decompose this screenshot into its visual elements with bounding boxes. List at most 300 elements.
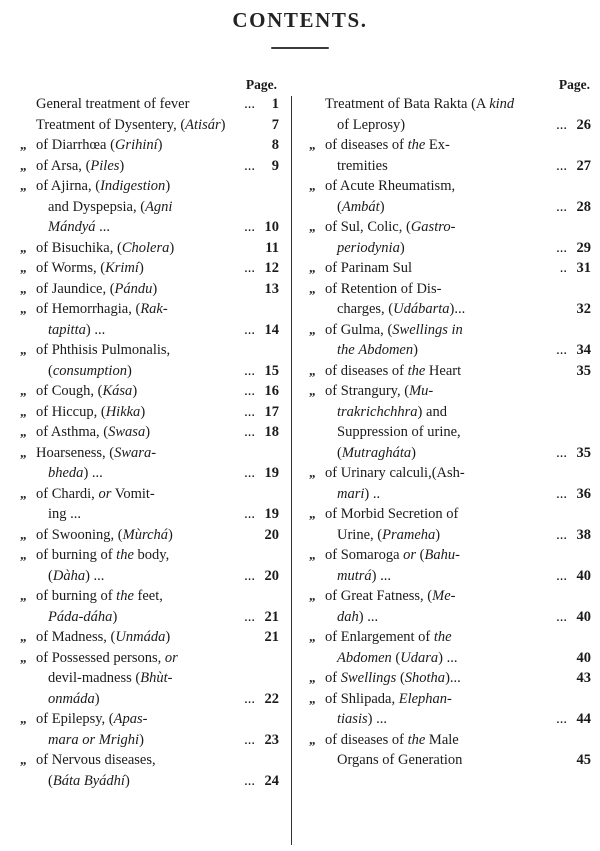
leader-dots: ... [244, 219, 255, 235]
leader-dots: ... [244, 465, 255, 481]
toc-entry-title [36, 340, 255, 361]
leader-dots: ... [556, 157, 567, 174]
toc-entry-title [36, 299, 255, 320]
toc-entry-row[interactable] [299, 484, 594, 505]
ditto-mark-blank [299, 443, 325, 464]
ditto-mark-blank [299, 340, 325, 361]
toc-entry-row[interactable] [10, 566, 287, 587]
leader-dots: ... [556, 342, 567, 358]
toc-entry-row[interactable] [10, 586, 287, 607]
toc-entry-title [36, 381, 255, 402]
toc-page-number: 26 [576, 116, 591, 133]
ditto-mark: „ [20, 711, 26, 726]
ditto-mark-blank [299, 197, 325, 218]
toc-entry-title [325, 504, 567, 525]
ditto-mark: „ [309, 280, 315, 296]
leader-dots: ... [556, 444, 567, 461]
entry-line-text: (Mutragháta) [337, 444, 416, 461]
entry-line-text: of Parinam Sul [325, 260, 413, 276]
toc-entry-row[interactable] [10, 443, 287, 464]
toc-page-number [567, 463, 594, 484]
ditto-mark: „ [20, 157, 26, 173]
toc-entry-row[interactable] [10, 709, 287, 730]
toc-entry-row[interactable] [10, 361, 287, 382]
toc-entry-row[interactable] [299, 566, 594, 587]
entry-line-text: of diseases of the Ex- [325, 137, 450, 153]
toc-page-number [255, 176, 287, 197]
entry-line-text: Treatment of Bata Rakta (A kind [325, 96, 515, 112]
toc-page-number: 27 [576, 157, 591, 174]
toc-page-number: 20 [264, 567, 279, 584]
entry-line-text: of Morbid Secretion of [325, 506, 459, 522]
toc-entry-title [325, 381, 567, 402]
toc-entry-row[interactable] [299, 94, 594, 115]
toc-entry-row[interactable] [299, 402, 594, 423]
leader-dots: ... [244, 506, 255, 522]
entry-line-text: of Worms, (Krimí) [36, 260, 144, 276]
toc-page-number: 21 [264, 608, 279, 625]
leader-dots: ... [556, 485, 567, 502]
toc-entry-row[interactable] [10, 279, 287, 300]
toc-entry-title [36, 402, 255, 423]
entry-line-text: of Retention of Dis- [325, 280, 442, 297]
page-column-header-left: Page. [245, 77, 277, 92]
toc-entry-title [325, 709, 567, 730]
entry-line-text: (consumption) [48, 362, 132, 379]
toc-entry-row[interactable] [299, 279, 594, 300]
leader-dots: ... [556, 198, 567, 215]
ditto-mark-blank [10, 504, 36, 525]
toc-entry-row[interactable] [299, 422, 594, 443]
leader-dots: ... [556, 608, 567, 625]
ditto-mark: „ [20, 752, 26, 767]
ditto-mark-blank [299, 750, 325, 771]
entry-line-text: of Sul, Colic, (Gastro- [325, 219, 456, 235]
toc-entry-row[interactable] [299, 176, 594, 197]
toc-entry-row[interactable] [10, 504, 287, 525]
ditto-mark: „ [309, 321, 315, 337]
entry-line-text: of Hiccup, (Hikka) [36, 403, 146, 420]
toc-entry-title [36, 750, 255, 771]
entry-line-text: (Ambát) [337, 198, 385, 215]
entry-line-text: of Jaundice, (Pándu) [36, 280, 158, 297]
toc-entry-title [325, 299, 567, 320]
toc-entry-title [325, 238, 567, 259]
ditto-mark: „ [20, 280, 26, 296]
toc-entry-row[interactable] [299, 197, 594, 218]
toc-page-number [255, 545, 287, 566]
toc-entry-row[interactable] [10, 607, 287, 628]
toc-page-number: 35 [576, 444, 591, 461]
toc-entry-row[interactable] [299, 258, 594, 279]
toc-entry-row[interactable] [10, 176, 287, 197]
ditto-mark: „ [309, 260, 315, 275]
toc-entry-row[interactable] [10, 238, 287, 259]
toc-page-number: 16 [264, 383, 279, 399]
leader-dots: ... [244, 260, 255, 276]
toc-entry-row[interactable] [10, 115, 287, 136]
toc-entry-row[interactable] [299, 463, 594, 484]
entry-line-text: of Somaroga or (Bahu- [325, 547, 460, 563]
toc-entry-title [36, 238, 255, 259]
ditto-mark: „ [309, 690, 315, 706]
contents-column-left [0, 76, 291, 851]
toc-entry-title [325, 320, 567, 341]
entry-line-text: of Swooning, (Mùrchá) [36, 526, 173, 543]
toc-entry-row[interactable] [299, 668, 594, 689]
toc-page-number [567, 504, 594, 525]
toc-entry-row[interactable] [10, 402, 287, 423]
entry-line-text: mutrá) ... [337, 567, 391, 584]
toc-page-number [255, 709, 287, 730]
ditto-mark: „ [309, 731, 315, 747]
toc-entry-row[interactable] [10, 258, 287, 279]
entry-line-text: of Chardi, or Vomit- [36, 485, 155, 502]
toc-entry-title [325, 525, 567, 546]
ditto-mark: „ [20, 260, 26, 275]
toc-entry-row[interactable] [299, 648, 594, 669]
toc-page-number: 23 [264, 731, 279, 748]
toc-entry-row[interactable] [10, 750, 287, 771]
toc-page-number [255, 340, 287, 361]
toc-entry-row[interactable] [299, 627, 594, 648]
toc-page-number: 7 [271, 116, 279, 133]
entry-line-text: devil-madness (Bhùt- [48, 670, 173, 686]
leader-dots: ... [244, 383, 255, 399]
ditto-mark: „ [20, 137, 26, 152]
toc-page-number: 20 [264, 526, 279, 543]
toc-body-left [10, 94, 287, 791]
entry-line-text: of Madness, (Unmáda) [36, 629, 171, 645]
toc-entry-row[interactable] [299, 238, 594, 259]
toc-entry-title [325, 586, 567, 607]
entry-line-text: (Dàha) ... [48, 567, 105, 584]
toc-page-number: 31 [576, 260, 591, 276]
entry-line-text: of Acute Rheumatism, [325, 178, 456, 194]
entry-line-text: of Bisuchika, (Cholera) [36, 239, 175, 256]
ditto-mark-blank [299, 299, 325, 320]
ditto-mark [10, 94, 36, 115]
toc-entry-title [325, 545, 567, 566]
toc-page-number: 22 [264, 690, 279, 707]
ditto-mark-blank [10, 771, 36, 792]
entry-line-text: and Dyspepsia, (Agni [48, 198, 173, 215]
toc-entry-row[interactable] [299, 504, 594, 525]
toc-page-number: 10 [264, 219, 279, 235]
ditto-mark-blank [299, 566, 325, 587]
toc-page-number: 38 [576, 526, 591, 543]
toc-page-number: 32 [576, 301, 591, 317]
toc-page-number: 13 [264, 280, 279, 297]
toc-page-number [255, 197, 287, 218]
toc-entry-row[interactable] [299, 299, 594, 320]
toc-entry-row[interactable] [299, 135, 594, 156]
leader-dots: ... [244, 157, 255, 174]
entry-line-text: Urine, (Prameha) [337, 526, 441, 543]
toc-entry-title [325, 197, 567, 218]
entry-line-text: of Asthma, (Swasa) [36, 424, 151, 440]
toc-page-number: 9 [271, 157, 279, 174]
toc-entry-row[interactable] [299, 115, 594, 136]
toc-entry-row[interactable] [299, 545, 594, 566]
toc-entry-row[interactable] [10, 648, 287, 669]
toc-entry-row[interactable] [10, 730, 287, 751]
toc-page-number [567, 627, 594, 648]
ditto-mark: „ [20, 526, 26, 542]
ditto-mark-blank [299, 525, 325, 546]
toc-entry-title [36, 525, 255, 546]
leader-dots: ... [244, 567, 255, 584]
leader-dots: ... [244, 321, 255, 338]
toc-page-number: 17 [264, 403, 279, 420]
ditto-mark: „ [20, 485, 26, 501]
ditto-mark: „ [309, 670, 315, 685]
ditto-mark: „ [20, 588, 26, 603]
toc-entry-row[interactable] [10, 299, 287, 320]
toc-page-number [567, 586, 594, 607]
entry-line-text: of Cough, (Kása) [36, 383, 138, 399]
leader-dots: .. [559, 260, 567, 276]
toc-entry-row[interactable] [10, 94, 287, 115]
toc-entry-row[interactable] [10, 381, 287, 402]
ditto-mark: „ [309, 178, 315, 193]
toc-entry-title [325, 627, 567, 648]
toc-entry-title [325, 402, 567, 423]
toc-page-number [255, 299, 287, 320]
toc-entry-row[interactable] [299, 730, 594, 751]
entry-line-text: of Phthisis Pulmonalis, [36, 342, 171, 358]
ditto-mark-blank [10, 361, 36, 382]
leader-dots: ... [244, 403, 255, 420]
toc-entry-row[interactable] [10, 422, 287, 443]
toc-page-number: 34 [576, 342, 591, 358]
ditto-mark: „ [309, 588, 315, 603]
ditto-mark-blank [299, 648, 325, 669]
toc-page-number: 45 [576, 752, 591, 768]
toc-entry-row[interactable] [10, 156, 287, 177]
toc-entry-row[interactable] [299, 443, 594, 464]
toc-page-number [567, 320, 594, 341]
toc-page-number [567, 689, 594, 710]
toc-page-number: 18 [264, 424, 279, 440]
toc-entry-row[interactable] [10, 320, 287, 341]
toc-entry-row[interactable] [299, 320, 594, 341]
leader-dots: ... [556, 567, 567, 584]
entry-line-text: of Diarrhœa (Grihiní) [36, 137, 163, 153]
toc-entry-title [36, 648, 255, 669]
toc-entry-title [36, 566, 255, 587]
ditto-mark: „ [20, 424, 26, 439]
toc-entry-row[interactable] [299, 217, 594, 238]
toc-entry-row[interactable] [10, 340, 287, 361]
toc-entry-row[interactable] [299, 709, 594, 730]
entry-line-text: Hoarseness, (Swara- [36, 444, 157, 461]
entry-line-text: of Urinary calculi,(Ash- [325, 465, 465, 481]
toc-entry-title [325, 135, 567, 156]
entry-line-text: tiasis) ... [337, 711, 387, 727]
leader-dots: ... [556, 239, 567, 256]
toc-entry-row[interactable] [299, 361, 594, 382]
ditto-mark-blank [299, 402, 325, 423]
toc-page-number: 40 [576, 608, 591, 625]
entry-line-text: tremities [337, 157, 388, 174]
ditto-mark-blank [299, 484, 325, 505]
ditto-mark: „ [20, 649, 26, 665]
entry-line-text: of burning of the body, [36, 547, 170, 563]
toc-entry-row[interactable] [299, 689, 594, 710]
leader-dots: ... [244, 96, 255, 112]
entry-line-text: Treatment of Dysentery, (Atisár) [36, 116, 226, 133]
toc-entry-title [36, 709, 255, 730]
toc-page-number [255, 750, 287, 771]
toc-entry-title [325, 566, 567, 587]
toc-entry-row[interactable] [299, 340, 594, 361]
toc-entry-row[interactable] [299, 381, 594, 402]
toc-page-number: 35 [576, 362, 591, 379]
ditto-mark-blank [10, 197, 36, 218]
toc-page-number: 40 [576, 567, 591, 584]
toc-entry-row[interactable] [10, 217, 287, 238]
toc-page-number [567, 217, 594, 238]
entry-line-text: Suppression of urine, [337, 424, 461, 440]
toc-entry-row[interactable] [10, 484, 287, 505]
entry-line-text: of Nervous diseases, [36, 752, 156, 768]
toc-entry-row[interactable] [10, 771, 287, 792]
toc-entry-row[interactable] [10, 668, 287, 689]
toc-entry-row[interactable] [10, 525, 287, 546]
toc-page-number: 36 [576, 485, 591, 502]
toc-entry-title [36, 94, 255, 115]
ditto-mark: „ [20, 178, 26, 193]
entry-line-text: mari) .. [337, 485, 381, 502]
entry-line-text: of Ajirna, (Indigestion) [36, 178, 171, 194]
toc-entry-row[interactable] [10, 463, 287, 484]
ditto-mark: „ [309, 137, 315, 152]
ditto-mark: „ [309, 383, 315, 398]
toc-entry-title [325, 443, 567, 464]
toc-entry-row[interactable] [10, 197, 287, 218]
toc-page-number: 43 [576, 670, 591, 686]
toc-page-number: 19 [264, 506, 279, 522]
entry-line-text: of Leprosy) [337, 116, 406, 133]
toc-page-number [567, 422, 594, 443]
entry-line-text: tapitta) ... [48, 321, 106, 338]
toc-entry-row[interactable] [299, 586, 594, 607]
entry-line-text: of Great Fatness, (Me- [325, 588, 456, 604]
toc-entry-row[interactable] [299, 525, 594, 546]
toc-entry-row[interactable] [299, 607, 594, 628]
ditto-mark: „ [20, 547, 26, 562]
toc-entry-title [36, 258, 255, 279]
ditto-mark-blank [299, 156, 325, 177]
toc-entry-title [36, 730, 255, 751]
toc-page-number [255, 443, 287, 464]
toc-entry-title [325, 361, 567, 382]
ditto-mark: „ [309, 547, 315, 562]
toc-entry-title [325, 730, 567, 751]
toc-entry-title [36, 545, 255, 566]
ditto-mark-blank [299, 709, 325, 730]
toc-entry-title [36, 422, 255, 443]
toc-page-number [567, 402, 594, 423]
toc-entry-title [325, 689, 567, 710]
ditto-mark-blank [10, 730, 36, 751]
toc-table-right [299, 94, 594, 771]
leader-dots: ... [244, 608, 255, 625]
toc-entry-title [36, 484, 255, 505]
entry-line-text: of Hemorrhagia, (Rak- [36, 301, 168, 317]
entry-line-text: Organs of Generation [337, 752, 463, 768]
leader-dots: ... [244, 362, 255, 379]
ditto-mark: „ [309, 629, 315, 644]
toc-entry-title [325, 279, 567, 300]
toc-entry-title [325, 340, 567, 361]
ditto-mark: „ [309, 219, 315, 234]
toc-entry-title [36, 668, 255, 689]
page-column-header-right: Page. [558, 77, 590, 92]
toc-entry-title [36, 197, 255, 218]
toc-entry-title [325, 94, 567, 115]
toc-page-number: 24 [264, 772, 279, 789]
ditto-mark: „ [20, 301, 26, 316]
entry-line-text: of Strangury, (Mu- [325, 383, 434, 399]
title-block [0, 0, 600, 49]
entry-line-text: of diseases of the Heart [325, 362, 462, 379]
ditto-mark-blank [10, 689, 36, 710]
toc-entry-row[interactable] [10, 135, 287, 156]
toc-entry-row[interactable] [299, 750, 594, 771]
toc-page-number: 21 [264, 629, 279, 645]
ditto-mark: „ [309, 362, 315, 378]
leader-dots: ... [244, 772, 255, 789]
toc-page-number: 8 [271, 137, 279, 153]
toc-page-number: 14 [264, 321, 279, 338]
ditto-mark-blank [299, 238, 325, 259]
entry-line-text: trakrichchhra) and [337, 403, 447, 420]
toc-page-number: 1 [271, 96, 279, 112]
toc-entry-title [36, 217, 255, 238]
ditto-mark-blank [10, 320, 36, 341]
toc-page-number [567, 730, 594, 751]
toc-entry-row[interactable] [10, 545, 287, 566]
toc-entry-row[interactable] [10, 689, 287, 710]
entry-line-text: mara or Mrighi) [48, 731, 144, 748]
toc-page-number [567, 135, 594, 156]
entry-line-text: of diseases of the Male [325, 731, 459, 748]
toc-page-number: 44 [576, 711, 591, 727]
entry-line-text: periodynia) [337, 239, 405, 256]
entry-line-text: General treatment of fever [36, 96, 190, 112]
entry-line-text: of Possessed persons, or [36, 649, 178, 666]
toc-entry-row[interactable] [299, 156, 594, 177]
entry-line-text: Abdomen (Udara) ... [337, 649, 458, 666]
toc-entry-row[interactable] [10, 627, 287, 648]
toc-entry-title [36, 504, 255, 525]
entry-line-text: of Enlargement of the [325, 629, 452, 645]
title-divider-rule [271, 47, 329, 49]
ditto-mark-blank [10, 607, 36, 628]
ditto-mark-blank [10, 463, 36, 484]
entry-line-text: (Báta Byádhí) [48, 772, 130, 789]
toc-entry-title [325, 648, 567, 669]
toc-entry-title [36, 361, 255, 382]
toc-page-number [255, 668, 287, 689]
ditto-mark: „ [20, 444, 26, 460]
toc-entry-title [325, 750, 567, 771]
leader-dots: ... [556, 711, 567, 727]
toc-entry-title [325, 217, 567, 238]
leader-dots: ... [244, 424, 255, 440]
